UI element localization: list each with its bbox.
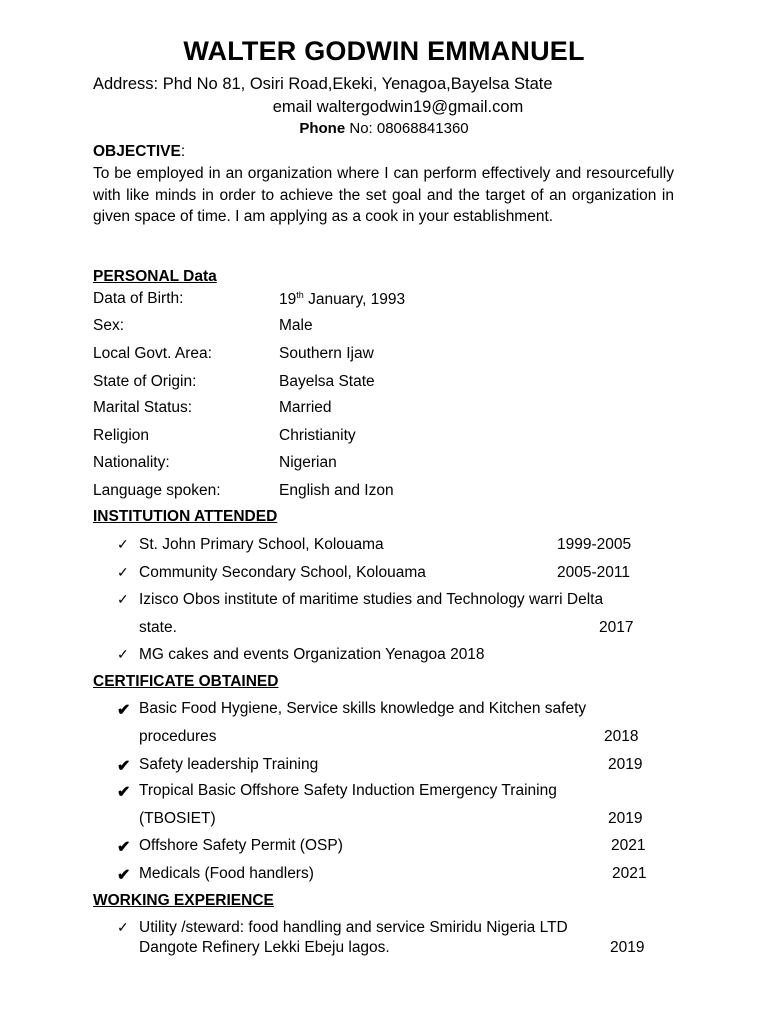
check-icon: ✔	[117, 758, 131, 775]
list-item-text: Utility /steward: food handling and service Smiridu Nigeria LTD	[139, 919, 568, 936]
personal-value: Male	[279, 317, 313, 334]
check-icon: ✓	[117, 564, 129, 580]
experience-heading: WORKING EXPERIENCE	[93, 892, 274, 909]
list-item-year: 2017	[599, 619, 634, 636]
list-item-text: Community Secondary School, Kolouama	[139, 564, 426, 581]
list-item-year: 1999-2005	[557, 536, 632, 553]
candidate-name: WALTER GODWIN EMMANUEL	[183, 36, 585, 66]
personal-row	[93, 290, 693, 312]
list-item-year: 2021	[612, 865, 647, 882]
list-item	[117, 591, 677, 613]
list-item-text: Tropical Basic Offshore Safety Induction Emergency Training	[139, 782, 557, 799]
list-item	[117, 564, 677, 586]
objective-colon: :	[180, 143, 186, 160]
check-icon: ✔	[117, 839, 131, 856]
list-item	[117, 700, 677, 722]
personal-label: Sex:	[93, 317, 125, 334]
list-item-text: Offshore Safety Permit (OSP)	[139, 837, 343, 854]
institution-heading: INSTITUTION ATTENDED	[93, 508, 278, 525]
list-item-year: 2019	[608, 756, 643, 773]
list-item	[117, 919, 677, 941]
personal-row	[93, 427, 693, 449]
list-item-text: Basic Food Hygiene, Service skills knowledge and Kitchen safety	[139, 700, 587, 717]
phone-line	[0, 120, 768, 137]
list-item	[117, 756, 677, 778]
personal-row	[93, 317, 693, 339]
list-item-continuation	[117, 619, 677, 641]
personal-label: State of Origin:	[93, 373, 197, 390]
list-item-text: Safety leadership Training	[139, 756, 319, 773]
personal-row	[93, 345, 693, 367]
personal-row	[93, 454, 693, 476]
personal-row	[93, 373, 693, 395]
check-icon: ✓	[117, 919, 129, 935]
personal-value	[279, 290, 405, 309]
dob-day: 19	[279, 291, 297, 309]
list-item	[117, 865, 677, 887]
personal-label: Language spoken:	[93, 482, 221, 499]
check-icon: ✔	[117, 784, 131, 801]
list-item	[117, 536, 677, 558]
personal-label: Local Govt. Area:	[93, 345, 212, 362]
list-item-text: Izisco Obos institute of maritime studies and Technology warri Delta	[139, 591, 604, 608]
check-icon: ✓	[117, 591, 129, 607]
list-item-continuation	[117, 728, 677, 750]
phone-label: Phone	[299, 120, 346, 137]
list-item-text: MG cakes and events Organization Yenagoa 2018	[139, 646, 485, 663]
check-icon: ✔	[117, 867, 131, 884]
list-item-year: 2019	[610, 939, 645, 956]
list-item-year: 2005-2011	[557, 564, 630, 581]
personal-label: Nationality:	[93, 454, 170, 471]
personal-row	[93, 399, 693, 421]
list-item-year: 2018	[604, 728, 639, 745]
address-line: Address: Phd No 81, Osiri Road,Ekeki, Yenagoa,Bayelsa State	[93, 75, 553, 93]
objective-heading	[93, 143, 185, 161]
objective-text: To be employed in an organization where I can perform effectively and resourcefully with like minds in order to achieve the set goal and the target of an organization in given space of time. I am applying as a cook in your establishment.	[93, 165, 674, 225]
personal-value: English and Izon	[279, 482, 394, 499]
check-icon: ✓	[117, 536, 129, 552]
personal-value: Christianity	[279, 427, 356, 444]
list-item-year: 2019	[608, 810, 643, 827]
list-item-continuation	[117, 939, 677, 961]
list-item	[117, 837, 677, 859]
check-icon: ✔	[117, 702, 131, 719]
personal-label: Marital Status:	[93, 399, 193, 416]
dob-rest: January, 1993	[303, 291, 406, 309]
personal-value: Southern Ijaw	[279, 345, 374, 362]
personal-value: Nigerian	[279, 454, 337, 471]
list-item-text: (TBOSIET)	[139, 810, 216, 827]
list-item-text: Medicals (Food handlers)	[139, 865, 314, 882]
personal-value: Married	[279, 399, 332, 416]
list-item-text: St. John Primary School, Kolouama	[139, 536, 384, 553]
dob-suffix: th	[296, 290, 304, 300]
list-item-text: Dangote Refinery Lekki Ebeju lagos.	[139, 939, 390, 956]
personal-heading: PERSONAL Data	[93, 268, 217, 285]
phone-number: No: 08068841360	[345, 120, 469, 137]
email-line: email waltergodwin19@gmail.com	[272, 98, 524, 116]
check-icon: ✓	[117, 646, 129, 662]
list-item-continuation	[117, 810, 677, 832]
certificate-heading: CERTIFICATE OBTAINED	[93, 673, 279, 690]
list-item-year: 2021	[611, 837, 646, 854]
personal-label: Data of Birth:	[93, 290, 184, 307]
personal-value: Bayelsa State	[279, 373, 375, 390]
personal-row	[93, 482, 693, 504]
personal-label: Religion	[93, 427, 150, 444]
list-item	[117, 782, 677, 804]
objective-heading-text: OBJECTIVE	[93, 143, 181, 160]
list-item-text: state.	[139, 619, 177, 636]
list-item-text: procedures	[139, 728, 217, 745]
list-item	[117, 646, 677, 668]
